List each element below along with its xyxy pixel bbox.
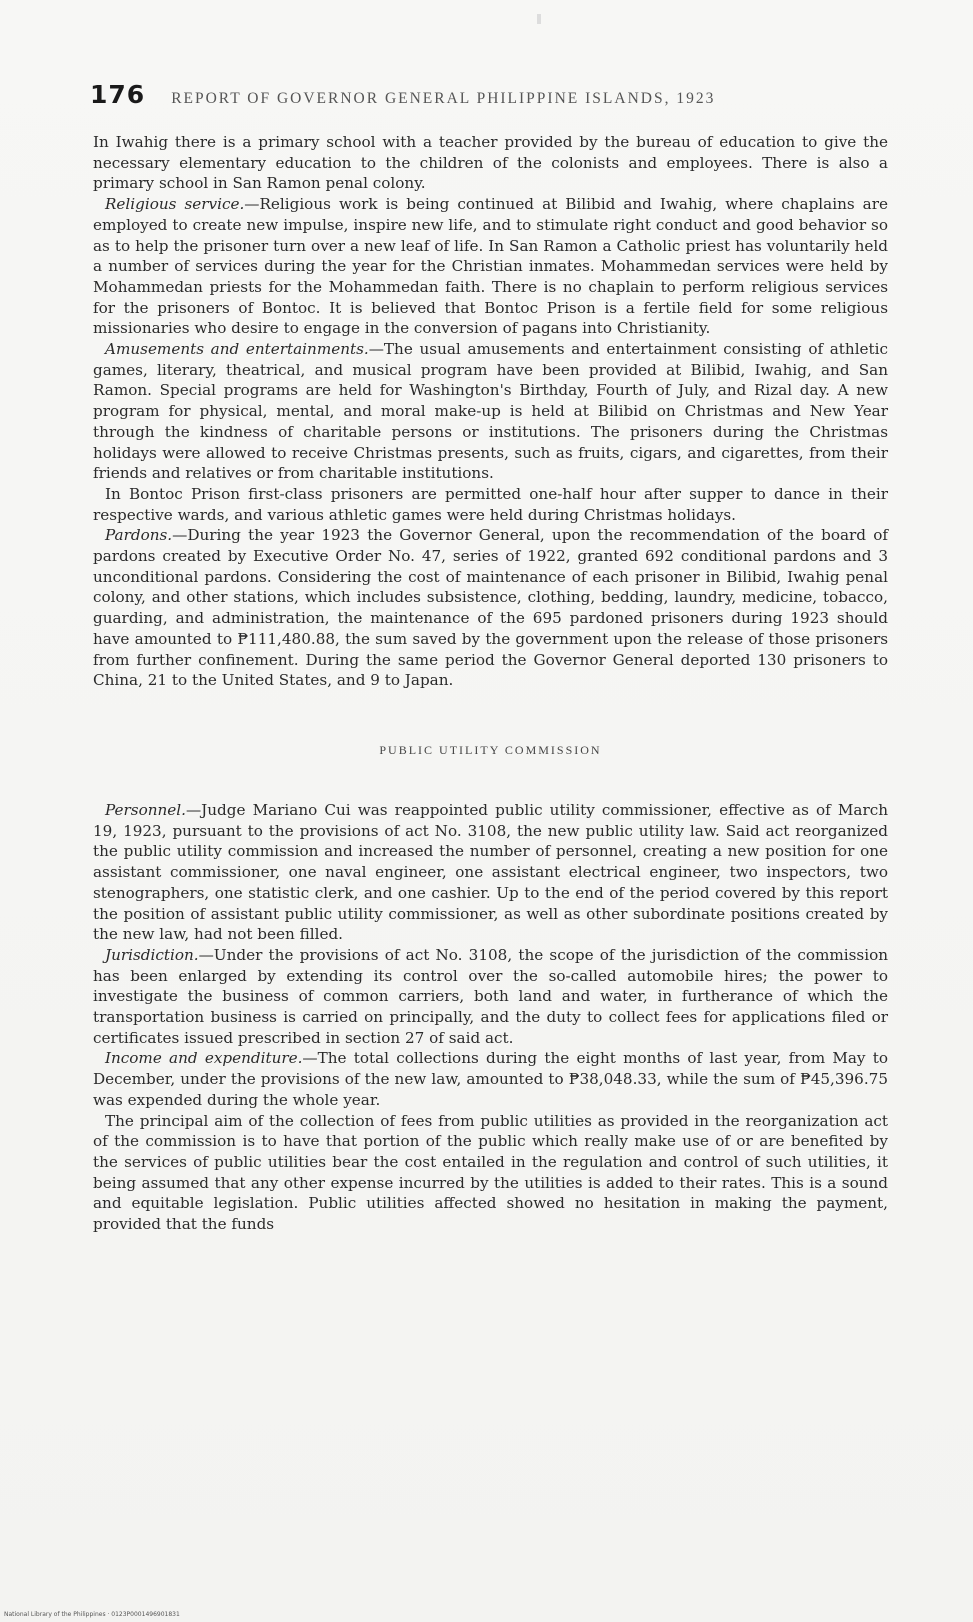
paragraph-pardons bbox=[93, 525, 888, 691]
runin-heading: Personnel. bbox=[105, 800, 186, 819]
paragraph-amusements bbox=[93, 339, 888, 484]
paragraph-text: In Bontoc Prison first-class prisoners are permitted one-half hour after supper to dance in their respective wards, and various athletic games were held during Christmas holidays. bbox=[93, 484, 888, 524]
paragraph-text: —Judge Mariano Cui was reappointed public utility commissioner, effective as of March 19, 1923, pursuant to the provisions of act No. 3108, the new public utility law. Said act reorganized the public utility commission and increased the number of personnel, creating a new position for one assistant commissioner, one naval engineer, one assistant electrical engineer, two inspectors, two stenographers, one statistic clerk, and one cashier. Up to the end of the period covered by this report the position of assistant public utility commissioner, as well as other subordinate positions created by the new law, had not been filled. bbox=[93, 800, 888, 944]
paragraph-schools bbox=[93, 132, 888, 194]
paragraph-text: —Under the provisions of act No. 3108, the scope of the jurisdiction of the commission has been enlarged by extending its control over the so-called automobile hires; the power to investigate the business of common carriers, both land and water, in furtherance of which the transportation business is carried on principally, and the duty to collect fees for applications filed or certificates issued prescribed in section 27 of said act. bbox=[93, 945, 888, 1047]
paragraph-income-expenditure bbox=[93, 1048, 888, 1110]
paragraph-jurisdiction bbox=[93, 945, 888, 1049]
paragraph-text: —The total collections during the eight months of last year, from May to December, under the provisions of the new law, amounted to ₱38,048.33, while the sum of ₱45,396.75 was expended during the whole year. bbox=[93, 1049, 888, 1109]
scan-artifact-mark bbox=[537, 14, 541, 24]
paragraph-personnel bbox=[93, 800, 888, 945]
scan-footer: National Library of the Philippines · 0123P0001496901831 bbox=[4, 1611, 180, 1618]
paragraph-text: —During the year 1923 the Governor General, upon the recommendation of the board of pardons created by Executive Order No. 47, series of 1922, granted 692 conditional pardons and 3 unconditional pardons. Considering the cost of maintenance of each prisoner in Bilibid, Iwahig penal colony, and other stations, which includes subsistence, clothing, bedding, laundry, medicine, tobacco, guarding, and administration, the maintenance of the 695 pardoned prisoners during 1923 should have amounted to ₱111,480.88, the sum saved by the government upon the release of those prisoners from further confinement. During the same period the Governor General deported 130 prisoners to China, 21 to the United States, and 9 to Japan. bbox=[93, 526, 888, 690]
runin-heading: Jurisdiction. bbox=[105, 945, 199, 964]
runin-heading: Pardons. bbox=[105, 526, 173, 545]
paragraph-religious-service bbox=[93, 194, 888, 339]
body-text bbox=[93, 132, 888, 1235]
page-header bbox=[90, 80, 910, 116]
runin-heading: Religious service. bbox=[105, 195, 245, 214]
running-title: REPORT OF GOVERNOR GENERAL PHILIPPINE ISLANDS, 1923 bbox=[171, 90, 716, 107]
paragraph-text: —The usual amusements and entertainment consisting of athletic games, literary, theatrical, and musical program have been provided at Bilibid, Iwahig, and San Ramon. Special programs are held for Washington's Birthday, Fourth of July, and Rizal day. A new program for physical, mental, and moral make-up is held at Bilibid on Christmas and New Year through the kindness of charitable persons or institutions. The prisoners during the Christmas holidays were allowed to receive Christmas presents, such as fruits, cigars, and cigarettes, from their friends and relatives or from charitable institutions. bbox=[93, 340, 889, 483]
runin-heading: Amusements and entertainments. bbox=[105, 340, 369, 359]
paragraph-text: The principal aim of the collection of fees from public utilities as provided in the reorganization act of the commission is to have that portion of the public which really make use of or are benefited by the services of public utilities bear the cost entailed in the regulation and control of such utilities, it being assumed that any other expense incurred by the utilities is added to their rates. This is a sound and equitable legislation. Public utilities affected showed no hesitation in making the payment, provided that the funds bbox=[93, 1111, 888, 1234]
paragraph-text: In Iwahig there is a primary school with a teacher provided by the bureau of education to give the necessary elementary education to the children of the colonists and employees. There is also a primary school in San Ramon penal colony. bbox=[93, 133, 888, 193]
paragraph-fee-collection bbox=[93, 1111, 888, 1235]
paragraph-bontoc-dance bbox=[93, 484, 888, 525]
page-number: 176 bbox=[90, 80, 146, 109]
section-heading: PUBLIC UTILITY COMMISSION bbox=[379, 742, 602, 757]
paragraph-text: —Religious work is being continued at Bilibid and Iwahig, where chaplains are employed to create new impulse, inspire new life, and to stimulate right conduct and good behavior so as to help the prisoner turn over a new leaf of life. In San Ramon a Catholic priest has voluntarily held a number of services during the year for the Christian inmates. Mohammedan services were held by Mohammedan priests for the Mohammedan faith. There is no chaplain to perform religious services for the prisoners of Bontoc. It is believed that Bontoc Prison is a fertile field for some religious missionaries who desire to engage in the conversion of pagans into Christianity. bbox=[93, 195, 888, 338]
runin-heading: Income and expenditure. bbox=[105, 1049, 303, 1068]
